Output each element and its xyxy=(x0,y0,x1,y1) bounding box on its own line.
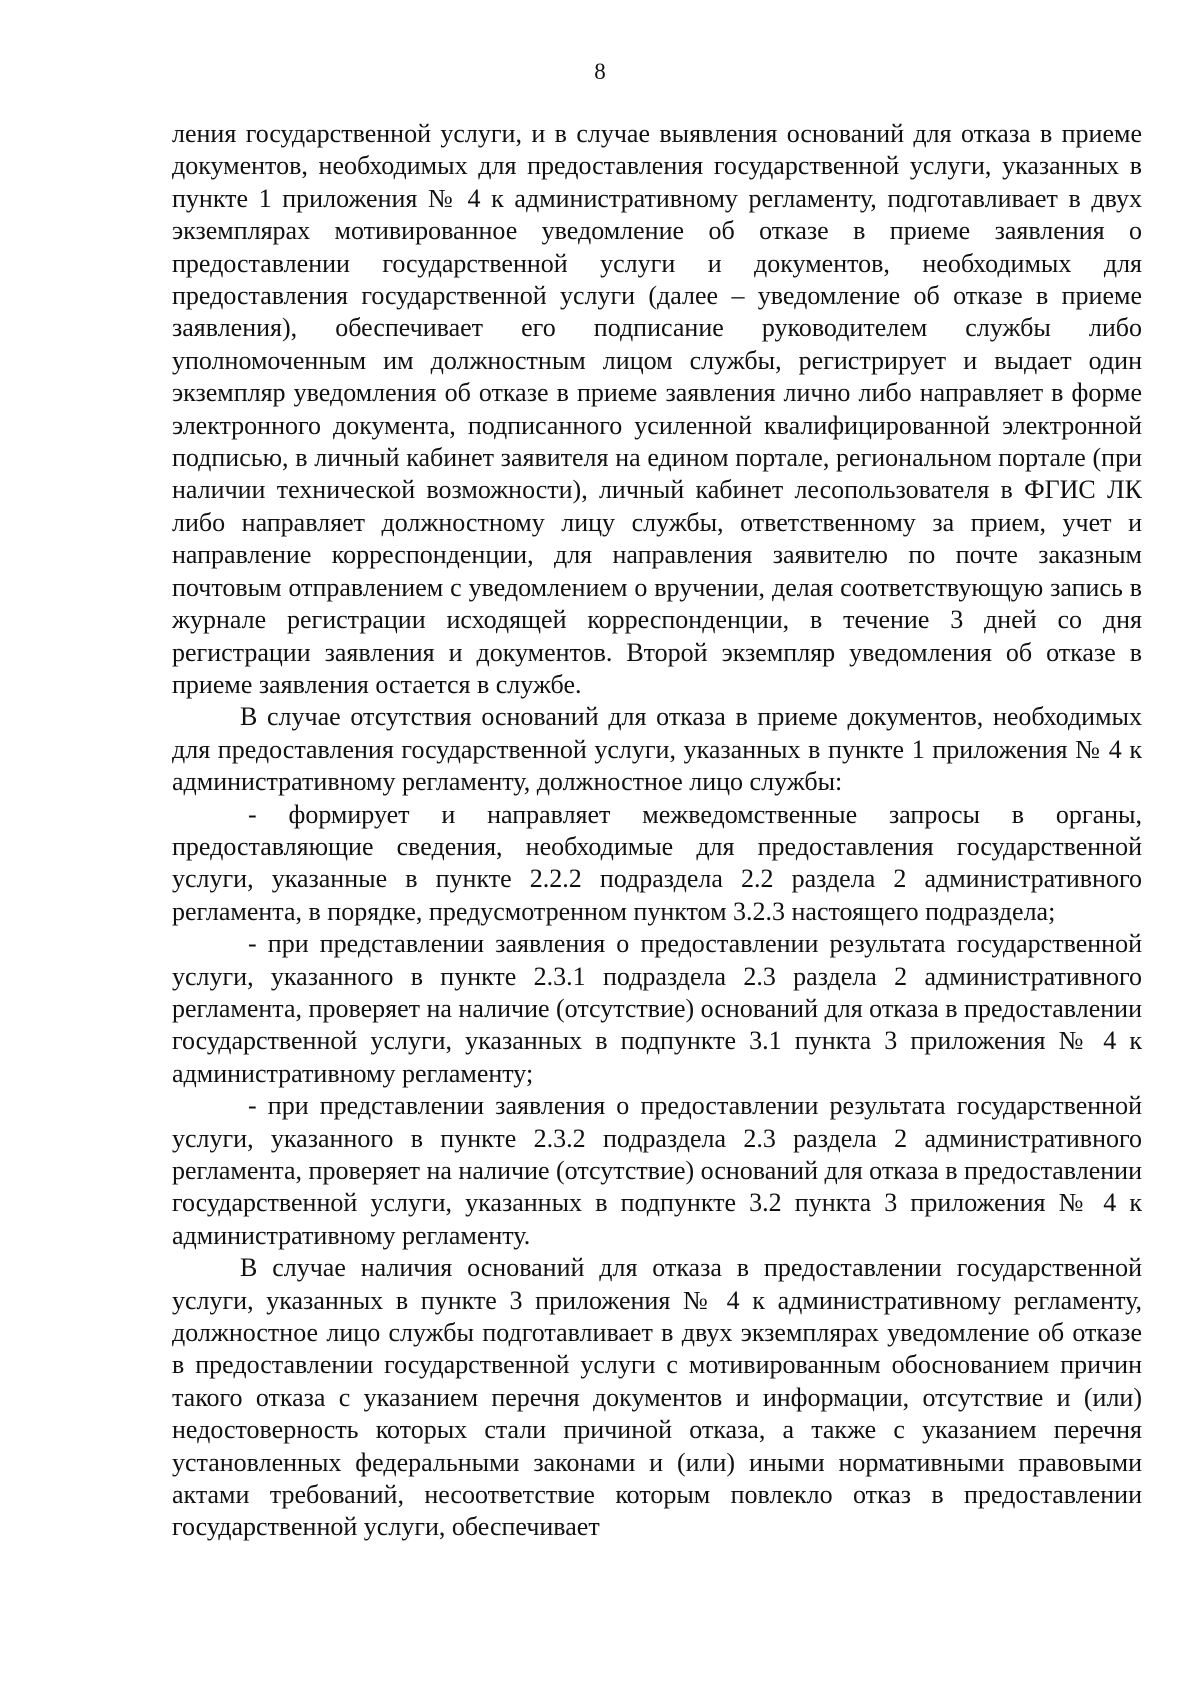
paragraph-no-refusal-grounds: В случае отсутствия оснований для отказа в приеме документов, необходимых для предоставления государственной услуги, указанных в пункте 1 приложения № 4 к административному регламенту, должностное лицо службы: xyxy=(172,702,1142,797)
list-item-interagency-requests: - формирует и направляет межведомственные запросы в органы, предоставляющие сведения, необходимые для предоставления государственной услуги, указанные в пункте 2.2.2 подраздела 2.2 раздела 2 административного регламента, в порядке, предусмотренном пунктом 3.2.3 настоящего подраздела; xyxy=(172,799,1142,926)
paragraph-refusal-grounds: В случае наличия оснований для отказа в предоставлении государственной услуги, указанных в пункте 3 приложения № 4 к административному регламенту, должностное лицо службы подготавливает в двух экземплярах уведомление об отказе в предоставлении государственной услуги с мотивированным обоснованием причин такого отказа с указанием перечня документов и информации, отсутствие и (или) недостоверность которых стали причиной отказа, а также с указанием перечня установленных федеральными законами и (или) иными нормативными правовыми актами требований, несоответствие которым повлекло отказ в предоставлении государственной услуги, обеспечивает xyxy=(172,1253,1142,1542)
document-body xyxy=(172,118,1142,1544)
list-item-check-2-3-1: - при представлении заявления о предоставлении результата государственной услуги, указанного в пункте 2.3.1 подраздела 2.3 раздела 2 административного регламента, проверяет на наличие (отсутствие) оснований для отказа в предоставлении государственной услуги, указанных в подпункте 3.1 пункта 3 приложения № 4 к административному регламенту; xyxy=(172,929,1142,1088)
list-item-check-2-3-2: - при представлении заявления о предоставлении результата государственной услуги, указанного в пункте 2.3.2 подраздела 2.3 раздела 2 административного регламента, проверяет на наличие (отсутствие) оснований для отказа в предоставлении государственной услуги, указанных в подпункте 3.2 пункта 3 приложения № 4 к административному регламенту. xyxy=(172,1091,1142,1250)
paragraph-continuation: ления государственной услуги, и в случае выявления оснований для отказа в приеме документов, необходимых для предоставления государственной услуги, указанных в пункте 1 приложения № 4 к административному регламенту, подготавливает в двух экземплярах мотивированное уведомление об отказе в приеме заявления о предоставлении государственной услуги и документов, необходимых для предоставления государственной услуги (далее – уведомление об отказе в приеме заявления), обеспечивает его подписание руководителем службы либо уполномоченным им должностным лицом службы, регистрирует и выдает один экземпляр уведомления об отказе в приеме заявления лично либо направляет в форме электронного документа, подписанного усиленной квалифицированной электронной подписью, в личный кабинет заявителя на едином портале, региональном портале (при наличии технической возможности), личный кабинет лесопользователя в ФГИС ЛК либо направляет должностному лицу службы, ответственному за прием, учет и направление корреспонденции, для направления заявителю по почте заказным почтовым отправлением с уведомлением о вручении, делая соответствующую запись в журнале регистрации исходящей корреспонденции, в течение 3 дней со дня регистрации заявления и документов. Второй экземпляр уведомления об отказе в приеме заявления остается в службе. xyxy=(172,119,1142,699)
page-number: 8 xyxy=(594,59,606,84)
